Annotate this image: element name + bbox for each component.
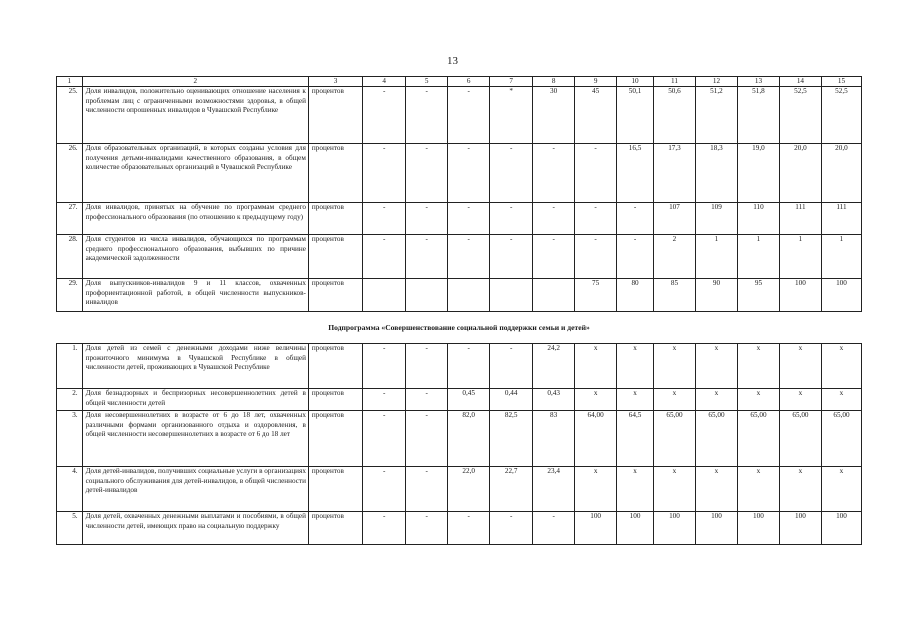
table-row <box>57 411 862 467</box>
value-cell: 100 <box>653 512 695 545</box>
value-cell: 100 <box>821 512 861 545</box>
value-cell: 100 <box>779 279 821 312</box>
indicator-name: Доля инвалидов, принятых на обучение по программам среднего профессионального образования (по отношению к предыдущему году) <box>82 203 308 235</box>
value-cell: 23,4 <box>533 467 575 512</box>
value-cell: x <box>617 389 654 411</box>
value-cell: 1 <box>779 235 821 279</box>
value-cell: x <box>617 344 654 389</box>
table-row <box>57 279 862 312</box>
value-cell: 1 <box>821 235 861 279</box>
column-header: 13 <box>737 77 779 87</box>
value-cell: 45 <box>575 87 617 144</box>
value-cell: 2 <box>653 235 695 279</box>
indicator-name: Доля выпускников-инвалидов 9 и 11 классов, охваченных профориентационной работой, в общей численности выпускников-инвалидов <box>82 279 308 312</box>
value-cell <box>448 279 490 312</box>
value-cell: 111 <box>821 203 861 235</box>
subprogram-title: Подпрограмма «Совершенствование социальной поддержки семьи и детей» <box>57 312 862 344</box>
indicator-name: Доля несовершеннолетних в возрасте от 6 до 18 лет, охваченных различными формами организованного отдыха и оздоровления, в общей численности несовершеннолетних в возрасте от 6 до 18 лет <box>82 411 308 467</box>
value-cell: - <box>406 203 448 235</box>
value-cell <box>363 279 406 312</box>
table-row <box>57 87 862 144</box>
value-cell: - <box>533 235 575 279</box>
value-cell: - <box>406 389 448 411</box>
value-cell: x <box>653 344 695 389</box>
value-cell: - <box>406 344 448 389</box>
value-cell: - <box>363 467 406 512</box>
value-cell: 65,00 <box>737 411 779 467</box>
value-cell: 1 <box>695 235 737 279</box>
value-cell <box>490 279 533 312</box>
value-cell: - <box>490 144 533 203</box>
value-cell: - <box>363 389 406 411</box>
column-header: 10 <box>617 77 654 87</box>
value-cell: 22,7 <box>490 467 533 512</box>
value-cell: - <box>448 87 490 144</box>
value-cell: - <box>448 235 490 279</box>
value-cell: - <box>533 144 575 203</box>
value-cell: 100 <box>821 279 861 312</box>
value-cell: 50,1 <box>617 87 654 144</box>
unit-cell: процентов <box>308 389 362 411</box>
value-cell: x <box>653 467 695 512</box>
value-cell: 100 <box>617 512 654 545</box>
value-cell: - <box>490 203 533 235</box>
value-cell: - <box>490 512 533 545</box>
value-cell: 52,5 <box>821 87 861 144</box>
value-cell: x <box>737 467 779 512</box>
indicator-name: Доля студентов из числа инвалидов, обучающихся по программам среднего профессионального образования, выбывших по причине академической задолженности <box>82 235 308 279</box>
value-cell: 64,5 <box>617 411 654 467</box>
unit-cell: процентов <box>308 411 362 467</box>
value-cell: - <box>575 144 617 203</box>
column-header: 14 <box>779 77 821 87</box>
unit-cell: процентов <box>308 344 362 389</box>
subprogram-row <box>57 312 862 344</box>
column-header: 8 <box>533 77 575 87</box>
table-row <box>57 512 862 545</box>
value-cell: - <box>363 344 406 389</box>
value-cell: 65,00 <box>653 411 695 467</box>
value-cell: 52,5 <box>779 87 821 144</box>
value-cell: - <box>448 512 490 545</box>
value-cell: - <box>533 203 575 235</box>
value-cell: - <box>490 344 533 389</box>
value-cell: 82,5 <box>490 411 533 467</box>
value-cell: x <box>779 467 821 512</box>
value-cell: 1 <box>737 235 779 279</box>
value-cell: 50,6 <box>653 87 695 144</box>
value-cell: 65,00 <box>779 411 821 467</box>
value-cell: - <box>363 203 406 235</box>
row-number: 29. <box>57 279 83 312</box>
unit-cell: процентов <box>308 467 362 512</box>
value-cell: - <box>448 344 490 389</box>
value-cell: - <box>406 512 448 545</box>
value-cell: 24,2 <box>533 344 575 389</box>
value-cell: 65,00 <box>695 411 737 467</box>
value-cell: x <box>695 389 737 411</box>
column-header: 7 <box>490 77 533 87</box>
value-cell: x <box>779 389 821 411</box>
value-cell: 0,43 <box>533 389 575 411</box>
column-header: 5 <box>406 77 448 87</box>
indicator-name: Доля инвалидов, положительно оценивающих отношение населения к проблемам лиц с ограниченными возможностями здоровья, в общей численности опрошенных инвалидов в Чувашской Республике <box>82 87 308 144</box>
value-cell: x <box>575 389 617 411</box>
value-cell: 0,45 <box>448 389 490 411</box>
value-cell: - <box>575 203 617 235</box>
row-number: 27. <box>57 203 83 235</box>
value-cell: - <box>575 235 617 279</box>
value-cell: - <box>406 235 448 279</box>
column-number-row <box>57 77 862 87</box>
value-cell: x <box>779 344 821 389</box>
value-cell: 64,00 <box>575 411 617 467</box>
value-cell: - <box>448 144 490 203</box>
column-header: 2 <box>82 77 308 87</box>
value-cell: 65,00 <box>821 411 861 467</box>
unit-cell: процентов <box>308 203 362 235</box>
value-cell: 100 <box>779 512 821 545</box>
table-row <box>57 467 862 512</box>
value-cell: - <box>363 512 406 545</box>
value-cell: 111 <box>779 203 821 235</box>
value-cell: - <box>617 235 654 279</box>
page-number: 13 <box>447 55 458 67</box>
row-number: 5. <box>57 512 83 545</box>
column-header: 12 <box>695 77 737 87</box>
row-number: 25. <box>57 87 83 144</box>
column-header: 9 <box>575 77 617 87</box>
column-header: 1 <box>57 77 83 87</box>
value-cell: 19,0 <box>737 144 779 203</box>
value-cell: 20,0 <box>779 144 821 203</box>
value-cell <box>533 279 575 312</box>
value-cell: x <box>821 467 861 512</box>
value-cell: 51,8 <box>737 87 779 144</box>
column-header: 6 <box>448 77 490 87</box>
value-cell: x <box>695 467 737 512</box>
table-row <box>57 389 862 411</box>
row-number: 1. <box>57 344 83 389</box>
value-cell: 16,5 <box>617 144 654 203</box>
column-header: 15 <box>821 77 861 87</box>
value-cell: x <box>821 344 861 389</box>
value-cell: - <box>363 87 406 144</box>
value-cell: - <box>448 203 490 235</box>
value-cell: * <box>490 87 533 144</box>
unit-cell: процентов <box>308 144 362 203</box>
value-cell: - <box>406 87 448 144</box>
value-cell: 30 <box>533 87 575 144</box>
value-cell: - <box>363 235 406 279</box>
value-cell: x <box>737 389 779 411</box>
value-cell: - <box>406 144 448 203</box>
column-header: 11 <box>653 77 695 87</box>
value-cell: 109 <box>695 203 737 235</box>
row-number: 4. <box>57 467 83 512</box>
value-cell <box>406 279 448 312</box>
unit-cell: процентов <box>308 279 362 312</box>
table-row <box>57 203 862 235</box>
indicator-name: Доля безнадзорных и беспризорных несовершеннолетних детей в общей численности детей <box>82 389 308 411</box>
value-cell: x <box>653 389 695 411</box>
value-cell: 82,0 <box>448 411 490 467</box>
row-number: 2. <box>57 389 83 411</box>
table-row <box>57 235 862 279</box>
value-cell: - <box>617 203 654 235</box>
value-cell: 0,44 <box>490 389 533 411</box>
value-cell: 75 <box>575 279 617 312</box>
indicator-name: Доля детей из семей с денежными доходами ниже величины прожиточного минимума в Чувашской Республике в общей численности детей, проживающих в Чувашской Республике <box>82 344 308 389</box>
value-cell: x <box>695 344 737 389</box>
column-header: 3 <box>308 77 362 87</box>
unit-cell: процентов <box>308 235 362 279</box>
value-cell: 83 <box>533 411 575 467</box>
value-cell: - <box>363 144 406 203</box>
unit-cell: процентов <box>308 512 362 545</box>
indicators-table <box>56 76 862 545</box>
value-cell: x <box>737 344 779 389</box>
indicator-name: Доля детей-инвалидов, получивших социальные услуги в организациях социального обслуживания для детей-инвалидов, в общей численности детей-инвалидов <box>82 467 308 512</box>
value-cell: x <box>575 467 617 512</box>
unit-cell: процентов <box>308 87 362 144</box>
value-cell: 85 <box>653 279 695 312</box>
value-cell: 100 <box>737 512 779 545</box>
row-number: 3. <box>57 411 83 467</box>
value-cell: 90 <box>695 279 737 312</box>
value-cell: 107 <box>653 203 695 235</box>
value-cell: 17,3 <box>653 144 695 203</box>
value-cell: - <box>406 467 448 512</box>
value-cell: 51,2 <box>695 87 737 144</box>
value-cell: 80 <box>617 279 654 312</box>
value-cell: 20,0 <box>821 144 861 203</box>
value-cell: - <box>490 235 533 279</box>
value-cell: 18,3 <box>695 144 737 203</box>
indicator-name: Доля образовательных организаций, в которых созданы условия для получения детьми-инвалидами качественного образования, в общем количестве образовательных организаций в Чувашской Республике <box>82 144 308 203</box>
value-cell: 100 <box>695 512 737 545</box>
row-number: 28. <box>57 235 83 279</box>
value-cell: - <box>406 411 448 467</box>
value-cell: x <box>575 344 617 389</box>
table-row <box>57 344 862 389</box>
value-cell: 110 <box>737 203 779 235</box>
value-cell: - <box>363 411 406 467</box>
value-cell: 95 <box>737 279 779 312</box>
table-row <box>57 144 862 203</box>
table-body <box>57 77 862 545</box>
value-cell: 22,0 <box>448 467 490 512</box>
column-header: 4 <box>363 77 406 87</box>
value-cell: x <box>821 389 861 411</box>
value-cell: x <box>617 467 654 512</box>
row-number: 26. <box>57 144 83 203</box>
value-cell: - <box>533 512 575 545</box>
indicator-name: Доля детей, охваченных денежными выплатами и пособиями, в общей численности детей, имеющих право на социальную поддержку <box>82 512 308 545</box>
value-cell: 100 <box>575 512 617 545</box>
